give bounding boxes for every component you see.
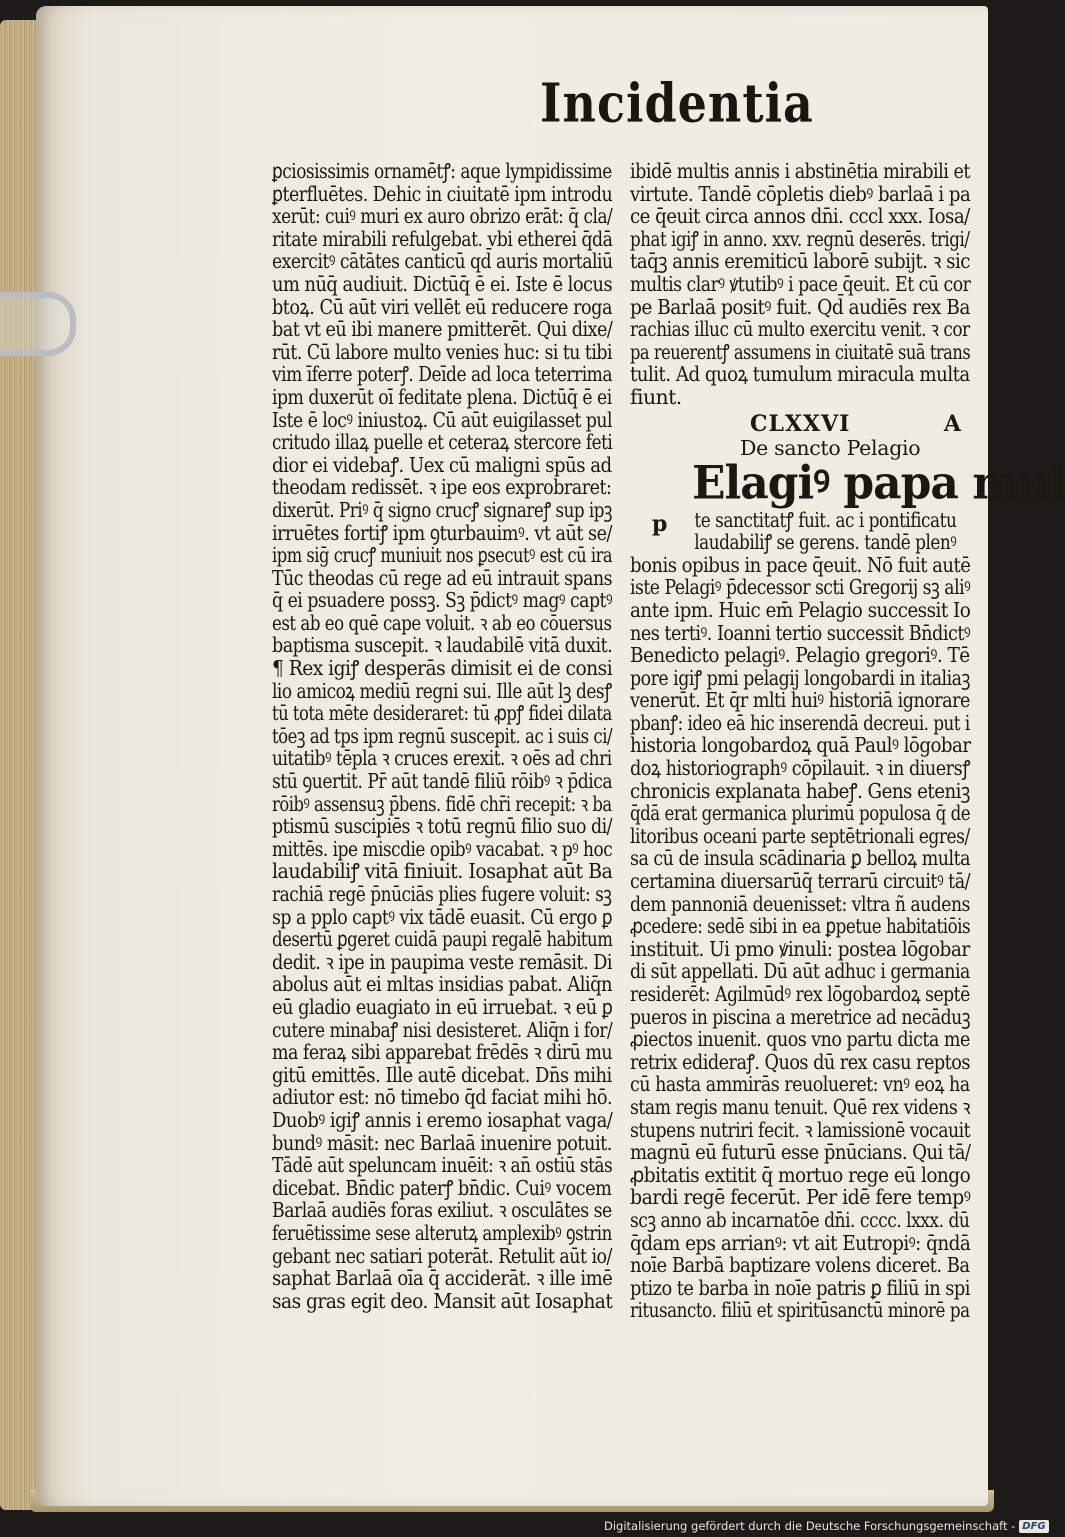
credit-text: Digitalisierung gefördert durch die Deutsche Forschungsgemeinschaft - (604, 1519, 1016, 1533)
text-line: adiutor est: nō timebo q̄d faciat mihi hō. (272, 1085, 613, 1110)
right-column (630, 159, 1065, 1323)
text-line: ꝑciosissimis ornamētꝭ: aque lympidissime (272, 159, 612, 183)
text-line: um nūq̄ audiuit. Dictūq̄ ē ei. Iste ē locus (272, 271, 613, 296)
text-line: fiunt. (630, 384, 682, 409)
text-line: bonis opibus in pace q̄euit. Nō fuit autē (630, 552, 971, 577)
chapter-section-letter: A (943, 410, 962, 437)
text-line: ipm siḡ crucꝭ muniuit nos ꝑsecutꝰ est cū ira (272, 543, 613, 568)
text-line: lio amicoꝝ mediū regni sui. Ille aūt lꝫ desꝭ (272, 678, 612, 703)
text-line: doꝝ historiographꝰ cōpilauit. ꝛ in diuersꝭ (630, 756, 971, 781)
text-line: venerūt. Et q̄r mlti huiꝰ historiā ignorare (630, 688, 970, 713)
text-line: cutere minabaꝭ nisi desisteret. Aliq̄n i for/ (272, 1017, 613, 1042)
dfg-logo: DFG (1019, 1520, 1048, 1533)
text-line: dixerūt. Priꝰ q̄ signo crucꝭ signareꝭ sup ipꝫ (272, 497, 612, 522)
chapter-title: De sancto Pelagio (740, 435, 921, 460)
text-line: saphat Barlaā oīa q̄ acciderāt. ꝛ ille imē (272, 1266, 613, 1291)
text-line: dedit. ꝛ ipe in paupima veste remāsit. Di (272, 949, 613, 974)
text-line: laudabiliꝭ se gerens. tandē plenꝰ (694, 530, 957, 555)
text-line: sa cū de insula scādinaria ꝑ belloꝝ multa (630, 846, 971, 871)
text-line: Duobꝰ igiꝭ annis i eremo iosaphat vaga/ (272, 1107, 613, 1132)
text-line: di sūt appellati. Dū aūt adhuc i germania (630, 959, 970, 984)
text-line: bardi regē fecerūt. Per idē fere tempꝰ (630, 1185, 971, 1210)
text-line: sas gras egit deo. Mansit aūt Iosaphat (272, 1288, 613, 1313)
text-line: Tūc theodas cū rege ad eū intrauit spans (272, 565, 613, 590)
text-line: Tādē aūt speluncam inuēit: ꝛ an̄ ostiū stās (272, 1153, 613, 1178)
page-clip (0, 292, 76, 356)
text-line: ꝓiectos inuenit. quos vno partu dicta me (630, 1027, 970, 1052)
text-line: multis clarꝰ ꝟtutibꝰ i pace q̄euit. Et cū cor (630, 271, 971, 296)
text-line: ꝓcedere: sedē sibi in ea ꝑpetue habitatiōis (630, 914, 971, 939)
text-line: mittēs. ipe miscdie opibꝰ vacabat. ꝛ pꝰ hoc (272, 836, 613, 861)
text-line: virtute. Tandē cōpletis diebꝰ barlaā i pa (630, 181, 971, 206)
text-line: phat igiꝭ in anno. xxv. regnū deserēs. trigi/ (630, 226, 970, 251)
text-line: cū hasta ammirās reuolueret: vnꝰ eoꝝ ha (630, 1072, 970, 1097)
text-line: pueros in piscina a meretrice ad necāduꝫ (630, 1004, 971, 1029)
text-line: stupens nutriri fecit. ꝛ lamissionē vocauit (630, 1117, 971, 1142)
text-line: ꝑterfluētes. Dehic in ciuitatē ipm introdu (272, 181, 613, 206)
text-line: gebant nec satiari poterāt. Retulit aūt io/ (272, 1243, 612, 1268)
text-line: certamina diuersarūq̄ terrarū circuitꝰ tā/ (630, 869, 971, 894)
text-line: uitatibꝰ tēpla ꝛ cruces erexit. ꝛ oēs ad chri (272, 746, 612, 771)
text-line: ¶ Rex igiꝭ desperās dimisit ei de consi (272, 656, 613, 681)
text-line: est ab eo quē cape voluit. ꝛ ab eo cōuersus (272, 610, 612, 635)
text-line: iste Pelagiꝰ p̄decessor scti Gregorij sꝫ aliꝰ (630, 575, 971, 600)
text-line: theodam redissēt. ꝛ ipe eos exprobraret: (272, 475, 612, 500)
text-line: litoribus oceani parte septētrionali egres/ (630, 823, 970, 848)
text-line: instituit. Ui pmo ꝟinuli: postea lōgobar (630, 936, 970, 961)
text-line: pore igiꝭ pmi pelagij longobardi in italiaꝫ (630, 665, 970, 690)
text-line: stam regis manu tenuit. Quē rex videns ꝛ (630, 1094, 970, 1119)
text-line: dicebat. Bn̄dic paterꝭ bn̄dic. Cuiꝰ vocem (272, 1175, 612, 1200)
text-line: tōeꝫ ad tps ipm regnū suscepit. ac i suis ci/ (272, 723, 613, 748)
text-line: baptisma suscepit. ꝛ laudabilē vitā duxit. (272, 633, 613, 658)
text-line: Iste ē locꝰ iniustoꝝ. Cū aūt euigilasset pul (272, 407, 612, 432)
text-line: ibidē multis annis i abstinētia mirabili et (630, 159, 970, 183)
text-line: rachiā regē p̄nūciās plies fugere voluit: sꝫ (272, 882, 612, 906)
text-line: bundꝰ māsit: nec Barlaā inuenire potuit. (272, 1130, 612, 1155)
text-line: te sanctitatꝭ fuit. ac i pontificatu (694, 507, 957, 532)
text-line: ante ipm. Huic em̄ Pelagio successit Io (630, 597, 971, 622)
left-column (272, 160, 612, 1312)
text-line: tulit. Ad quoꝝ tumulum miracula multa (630, 362, 970, 387)
text-line: taq̄ꝫ annis eremiticū laborē subijt. ꝛ sic (630, 249, 970, 274)
text-line: ꝓbitatis extitit q̄ mortuo rege eū longo (630, 1162, 971, 1187)
text-line: q̄ ei psuadere possꝫ. Sꝫ p̄dictꝰ magꝰ captꝰ (272, 588, 613, 613)
text-line: historia longobardoꝝ quā Paulꝰ lōgobar (630, 733, 971, 758)
initial-row (630, 509, 970, 1322)
text-line: rōibꝰ assensuꝫ p̄bens. fidē chr̄i recepit: ꝛ ba (272, 791, 612, 816)
text-line: tū tota mēte desideraret: tū ꝓpꝭ fidei dilata (272, 701, 612, 726)
text-line: ptizo te barba in noīe patris ꝑ filiū in spi (630, 1275, 970, 1300)
text-line: Barlaā audiēs foras exiliut. ꝛ osculātes se (272, 1198, 612, 1223)
text-line: desertū ꝑgeret cuidā paupi regalē habitum (272, 927, 613, 952)
text-line: scꝫ anno ab incarnatōe dn̄i. cccc. lxxx. dū (630, 1207, 970, 1232)
text-line: xerūt: cuiꝰ muri ex auro obrizo erāt: q̄ cla/ (272, 204, 613, 229)
text-line: bat vt eū ibi manere pmitterēt. Qui dixe/ (272, 317, 613, 342)
text-line: pa reuerentꝭ assumens in ciuitatē suā trans (630, 339, 971, 364)
text-line: pe Barlaā positꝰ fuit. Qd̄ audiēs rex Ba (630, 294, 970, 319)
text-line: exercitꝰ cātātes canticū qd̄ auris mortaliū (272, 249, 613, 274)
text-line: residerēt: Agilmūdꝰ rex lōgobardoꝝ septē (630, 982, 970, 1006)
text-line: feruētissime sese alterutꝝ amplexibꝰ ꝯstrin (272, 1220, 612, 1245)
text-line: magnū eū futurū esse p̄nūcians. Qui tā/ (630, 1140, 971, 1165)
text-line: ritusancto. filiū et spiritūsanctū minorē pa (630, 1298, 970, 1323)
text-line: chronicis explanata habeꝭ. Gens eteniꝫ (630, 778, 970, 803)
text-line: irruētes fortiꝭ ipm ꝯturbauimꝰ. vt aūt se/ (272, 520, 612, 545)
digitization-credit (604, 1516, 1046, 1536)
text-line: ptismū suscipiēs ꝛ totū regnū filio suo di/ (272, 814, 613, 839)
text-line: critudo illaꝝ puelle et ceteraꝝ stercore feti (272, 430, 613, 455)
right-column-bottom (630, 509, 970, 1322)
text-line: gitū emittēs. Ille autē dicebat. Dn̄s mihi (272, 1062, 612, 1087)
text-line: pbanꝭ: ideo eā hic inserendā decreui. put i (630, 710, 970, 735)
right-column-top (630, 160, 970, 409)
text-line: rachias illuc cū multo exercitu venit. ꝛ cor (630, 317, 970, 342)
text-line: sp a pplo captꝰ vix tādē euasit. Cū ergo ꝑ (272, 904, 613, 929)
chapter-incipit: Elagiꝰ papa mul (692, 456, 1065, 510)
text-line: stū ꝯuertit. Pr̄ aūt tandē filiū rōibꝰ ꝛ p̄dica (272, 769, 613, 794)
text-line: dem pannoniā deuenisset: vltra ñ audens (630, 891, 970, 916)
text-line: laudabiliꝭ vitā finiuit. Iosaphat aūt Ba (272, 859, 613, 884)
text-line: q̄dā erat germanica plurimū populosa q̄ de (630, 801, 971, 826)
text-line: dior ei videbaꝭ. Uex cū maligni spūs ad (272, 452, 612, 477)
text-line: nes tertiꝰ. Ioanni tertio successit Bn̄dictꝰ (630, 620, 971, 645)
text-line: noīe Barbā baptizare volens diceret. Ba (630, 1253, 970, 1278)
text-line: ce q̄euit circa annos dn̄i. cccl xxx. Iosa/ (630, 204, 970, 229)
text-line: ipm duxerūt oī feditate plena. Dictūq̄ ē ei (272, 384, 612, 409)
initial-letter-guide: p (652, 510, 668, 537)
text-line: eū gladio euagiato in eū irruebat. ꝛ eū ꝑ (272, 994, 613, 1019)
text-line: retrix edideraꝭ. Quos dū rex casu reptos (630, 1049, 970, 1074)
text-line: btoꝝ. Cū aūt viri vellēt eū reducere roga (272, 294, 612, 319)
chapter-heading (630, 410, 970, 437)
text-line: Benedicto pelagiꝰ. Pelagio gregoriꝰ. Tē (630, 643, 970, 668)
text-line: ma feraꝝ sibi apparebat frēdēs ꝛ dirū mu (272, 1040, 613, 1065)
chapter-number: CLXXVI (750, 410, 851, 437)
text-line: abolus aūt ei mltas insidias pabat. Aliq̄n (272, 972, 612, 997)
text-line: rūt. Cū labore multo venies huc: si tu tibi (272, 339, 613, 364)
text-line: q̄dam eps arrianꝰ: vt ait Eutropiꝰ: q̄ndā (630, 1230, 971, 1255)
running-head: Incidentia (540, 71, 814, 135)
text-line: ritate mirabili refulgebat. vbi etherei q̄dā (272, 226, 613, 251)
text-line: vim īferre poterꝭ. Deīde ad loca teterrima (272, 362, 613, 387)
